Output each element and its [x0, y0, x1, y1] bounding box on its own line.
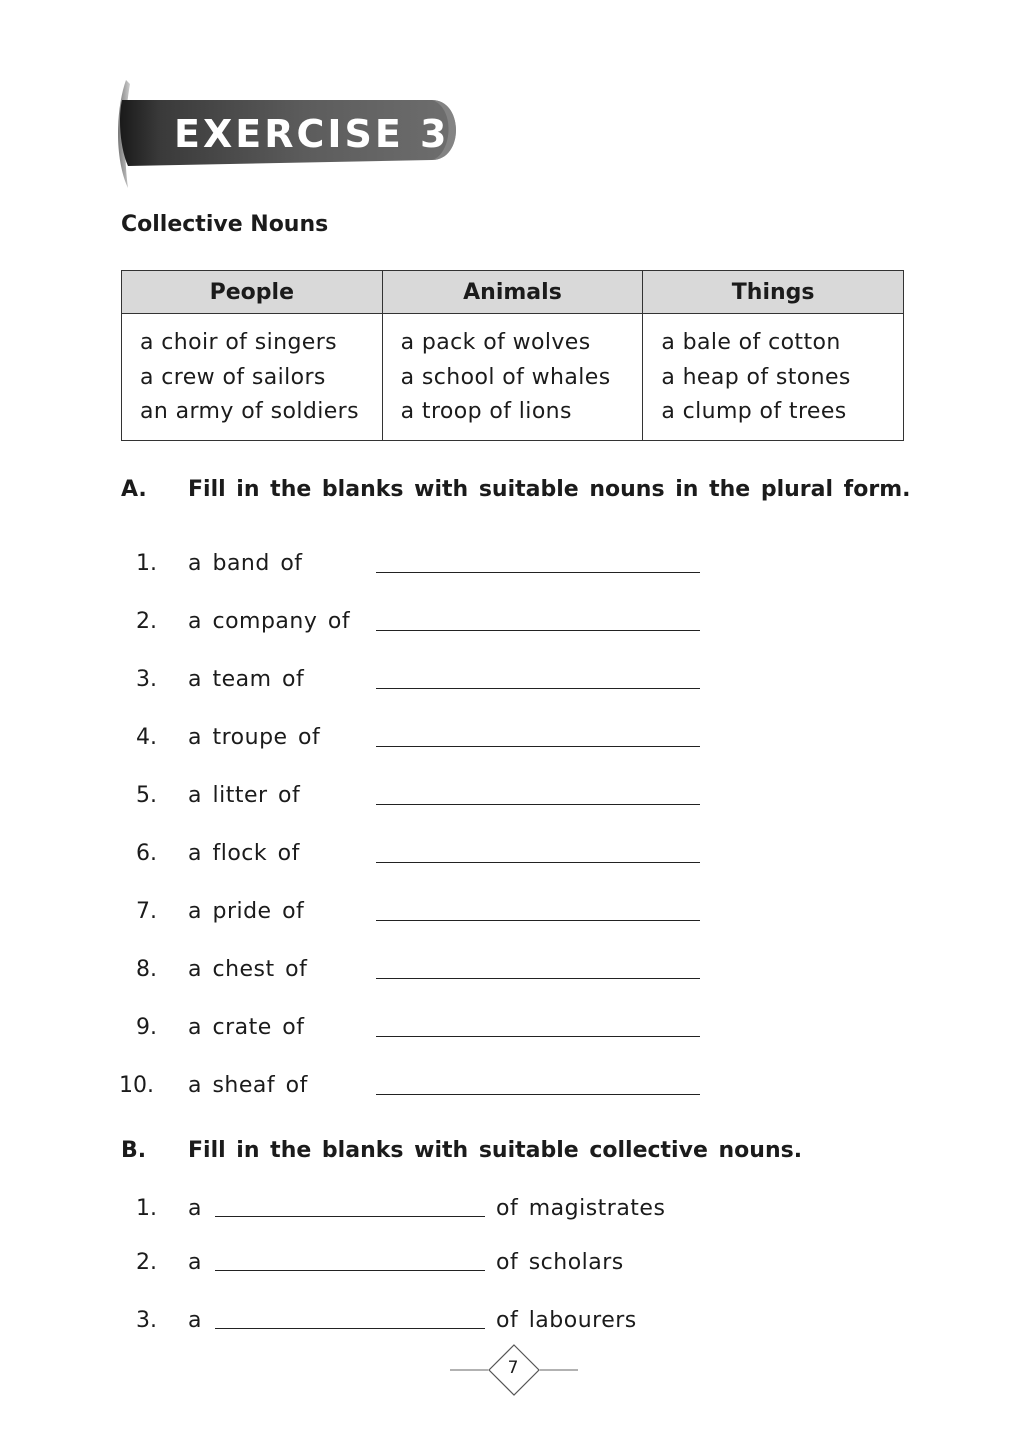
question-number: 10.: [119, 1073, 154, 1098]
section-a-instruction: Fill in the blanks with suitable nouns in the plural form.: [188, 477, 911, 502]
table-cell-people: [122, 314, 383, 441]
question-text: a flock of: [188, 841, 300, 866]
table-header-people: People: [122, 271, 383, 314]
table-cell-animals: [382, 314, 643, 441]
question-number: 6.: [136, 841, 157, 866]
answer-blank[interactable]: [376, 688, 700, 689]
answer-blank[interactable]: [376, 630, 700, 631]
question-text: a chest of: [188, 957, 308, 982]
answer-blank[interactable]: [376, 978, 700, 979]
question-text: a sheaf of: [188, 1073, 308, 1098]
exercise-title: EXERCISE 3: [174, 112, 450, 156]
table-entry: a crew of sailors: [140, 364, 326, 390]
question-number: 7.: [136, 899, 157, 924]
question-number: 3.: [136, 1308, 157, 1333]
answer-blank[interactable]: [376, 746, 700, 747]
question-number: 4.: [136, 725, 157, 750]
table-cell-things: [643, 314, 904, 441]
table-header-animals: Animals: [382, 271, 643, 314]
table-entry: an army of soldiers: [140, 399, 359, 424]
answer-blank[interactable]: [376, 862, 700, 863]
table-header-things: Things: [643, 271, 904, 314]
table-entry: a pack of wolves: [400, 330, 591, 355]
answer-blank[interactable]: [376, 920, 700, 921]
table-entry: a clump of trees: [661, 399, 847, 424]
question-text: a pride of: [188, 899, 305, 924]
section-heading: Collective Nouns: [121, 212, 329, 237]
question-number: 1.: [136, 1196, 157, 1221]
question-text: a litter of: [188, 783, 301, 808]
question-text: a company of: [188, 609, 351, 634]
answer-blank[interactable]: [215, 1328, 485, 1329]
section-a-label: A.: [121, 477, 147, 502]
question-text: a: [188, 1250, 202, 1275]
question-number: 5.: [136, 783, 157, 808]
table-entry: a troop of lions: [400, 399, 572, 424]
question-number: 3.: [136, 667, 157, 692]
table-entry: a bale of cotton: [661, 330, 841, 355]
question-text: a: [188, 1196, 202, 1221]
question-text: a team of: [188, 667, 305, 692]
page-number: 7: [507, 1358, 519, 1378]
answer-blank[interactable]: [215, 1216, 485, 1217]
table-entry: a school of whales: [400, 364, 611, 390]
section-b-label: B.: [121, 1138, 147, 1163]
answer-blank[interactable]: [376, 804, 700, 805]
question-number: 2.: [136, 609, 157, 634]
question-suffix: of magistrates: [496, 1196, 666, 1221]
answer-blank[interactable]: [376, 1094, 700, 1095]
question-number: 9.: [136, 1015, 157, 1040]
question-text: a band of: [188, 551, 303, 576]
question-suffix: of scholars: [496, 1250, 624, 1275]
question-suffix: of labourers: [496, 1308, 637, 1333]
answer-blank[interactable]: [215, 1270, 485, 1271]
question-number: 1.: [136, 551, 157, 576]
section-b-instruction: Fill in the blanks with suitable collective nouns.: [188, 1138, 803, 1163]
answer-blank[interactable]: [376, 1036, 700, 1037]
question-number: 8.: [136, 957, 157, 982]
question-text: a crate of: [188, 1015, 305, 1040]
question-text: a: [188, 1308, 202, 1333]
table-entry: a heap of stones: [661, 364, 851, 390]
table-entry: a choir of singers: [140, 330, 338, 355]
question-number: 2.: [136, 1250, 157, 1275]
answer-blank[interactable]: [376, 572, 700, 573]
collective-nouns-table: [121, 270, 904, 441]
question-text: a troupe of: [188, 725, 321, 750]
